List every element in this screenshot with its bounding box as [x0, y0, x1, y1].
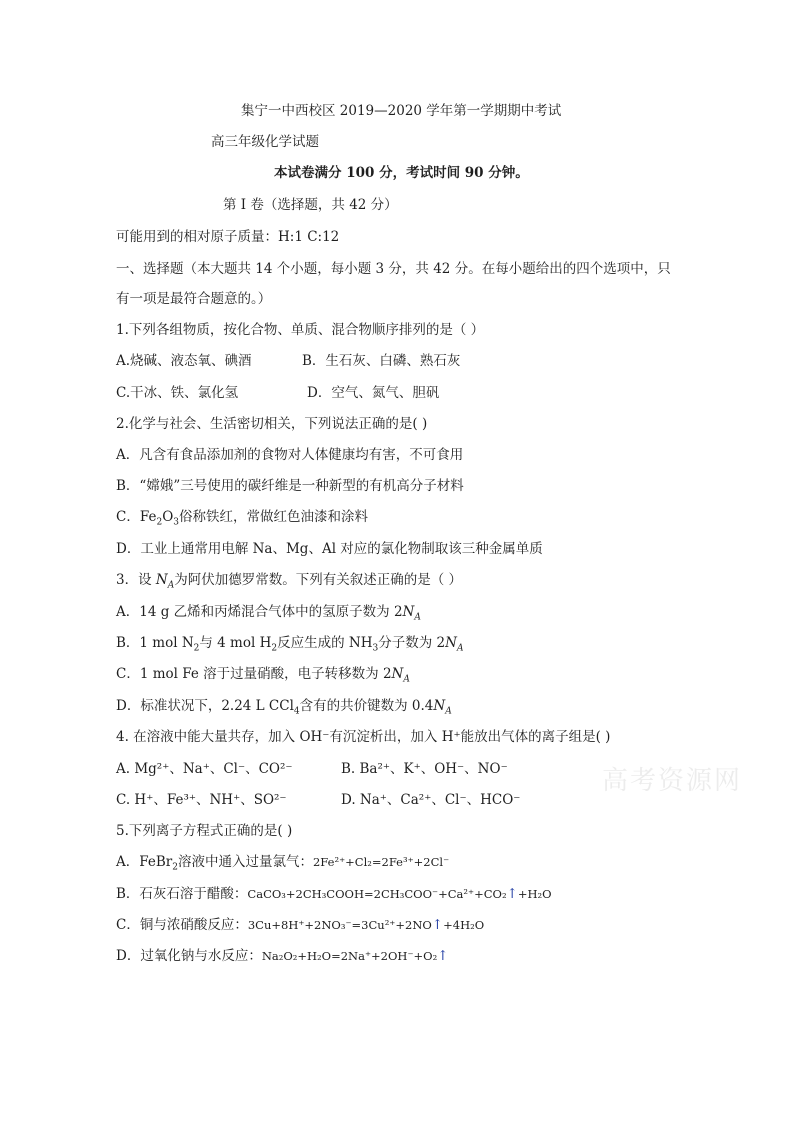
- question-3-stem: 3．设 $N_A$为阿伏加德罗常数。下列有关叙述正确的是（ ）: [116, 572, 462, 591]
- section-instructions-line2: 有一项是最符合题意的。）: [116, 291, 272, 307]
- question-4-option-c: C. H⁺、Fe³⁺、NH⁺、SO²⁻: [116, 792, 287, 808]
- up-arrow-icon: ↑: [437, 948, 449, 964]
- question-1-option-c: C.干冰、铁、氯化氢: [116, 385, 239, 401]
- question-4-stem: 4. 在溶液中能大量共存，加入 OH⁻有沉淀析出，加入 H⁺能放出气体的离子组是( ): [116, 729, 611, 745]
- question-3-option-c: C．1 mol Fe 溶于过量硝酸，电子转移数为 $2N_A$: [116, 666, 410, 685]
- question-1-option-a: A.烧碱、液态氧、碘酒: [116, 353, 252, 369]
- question-5-option-d: D．过氧化钠与水反应：Na₂O₂+H₂O=2Na⁺+2OH⁻+O₂↑: [116, 948, 449, 964]
- watermark: 高考资源网: [602, 766, 743, 796]
- atomic-mass-note: 可能用到的相对原子质量：H:1 C:12: [116, 229, 340, 245]
- up-arrow-icon: ↑: [506, 886, 518, 902]
- exam-info: 本试卷满分 100 分，考试时间 90 分钟。: [274, 165, 529, 181]
- question-1-stem: 1.下列各组物质，按化合物、单质、混合物顺序排列的是（ ）: [116, 322, 485, 338]
- question-5-option-c: C．铜与浓硝酸反应：3Cu+8H⁺+2NO₃⁻=3Cu²⁺+2NO↑+4H₂O: [116, 917, 485, 933]
- exam-title: 集宁一中西校区 2019—2020 学年第一学期期中考试: [241, 103, 562, 119]
- question-4-option-d: D. Na⁺、Ca²⁺、Cl⁻、HCO⁻: [341, 792, 521, 808]
- question-1-option-d: D．空气、氮气、胆矾: [307, 385, 440, 401]
- question-1-option-b: B．生石灰、白磷、熟石灰: [302, 353, 461, 369]
- question-2-option-c: C．$Fe_2O_3$俗称铁红，常做红色油漆和涂料: [116, 509, 368, 528]
- question-5-stem: 5.下列离子方程式正确的是( ): [116, 823, 293, 839]
- question-5-option-b: B．石灰石溶于醋酸：CaCO₃+2CH₃COOH=2CH₃COO⁻+Ca²⁺+CO₂↑+H₂O: [116, 886, 552, 902]
- question-2-option-a: A．凡含有食品添加剂的食物对人体健康均有害，不可食用: [116, 447, 464, 463]
- question-5-option-a: A．FeBr$_2$溶液中通入过量氯气：2Fe²⁺+Cl₂=2Fe³⁺+2Cl⁻: [116, 854, 450, 873]
- question-3-option-a: A．14 g 乙烯和丙烯混合气体中的氢原子数为 $2N_A$: [116, 604, 421, 623]
- question-4-option-a: A. Mg²⁺、Na⁺、Cl⁻、CO²⁻: [116, 761, 293, 777]
- section-instructions-line1: 一、选择题（本大题共 14 个小题，每小题 3 分，共 42 分。在每小题给出的四个选项中，只: [116, 261, 671, 277]
- question-2-option-d: D．工业上通常用电解 Na、Mg、Al 对应的氯化物制取该三种金属单质: [116, 541, 543, 557]
- exam-subject: 高三年级化学试题: [211, 134, 319, 150]
- question-2-stem: 2.化学与社会、生活密切相关，下列说法正确的是( ): [116, 416, 428, 432]
- question-3-option-d: D．标准状况下，2.24 L CCl$_4$含有的共价键数为 $0.4N_A$: [116, 698, 452, 717]
- up-arrow-icon: ↑: [431, 917, 444, 933]
- part-title: 第 I 卷（选择题，共 42 分）: [223, 197, 398, 213]
- question-3-option-b: B．1 mol $N_2$与 4 mol $H_2$反应生成的 $NH_3$分子数为 $2N_A$: [116, 635, 464, 654]
- question-2-option-b: B．“嫦娥”三号使用的碳纤维是一种新型的有机高分子材料: [116, 478, 464, 494]
- question-4-option-b: B. Ba²⁺、K⁺、OH⁻、NO⁻: [341, 761, 508, 777]
